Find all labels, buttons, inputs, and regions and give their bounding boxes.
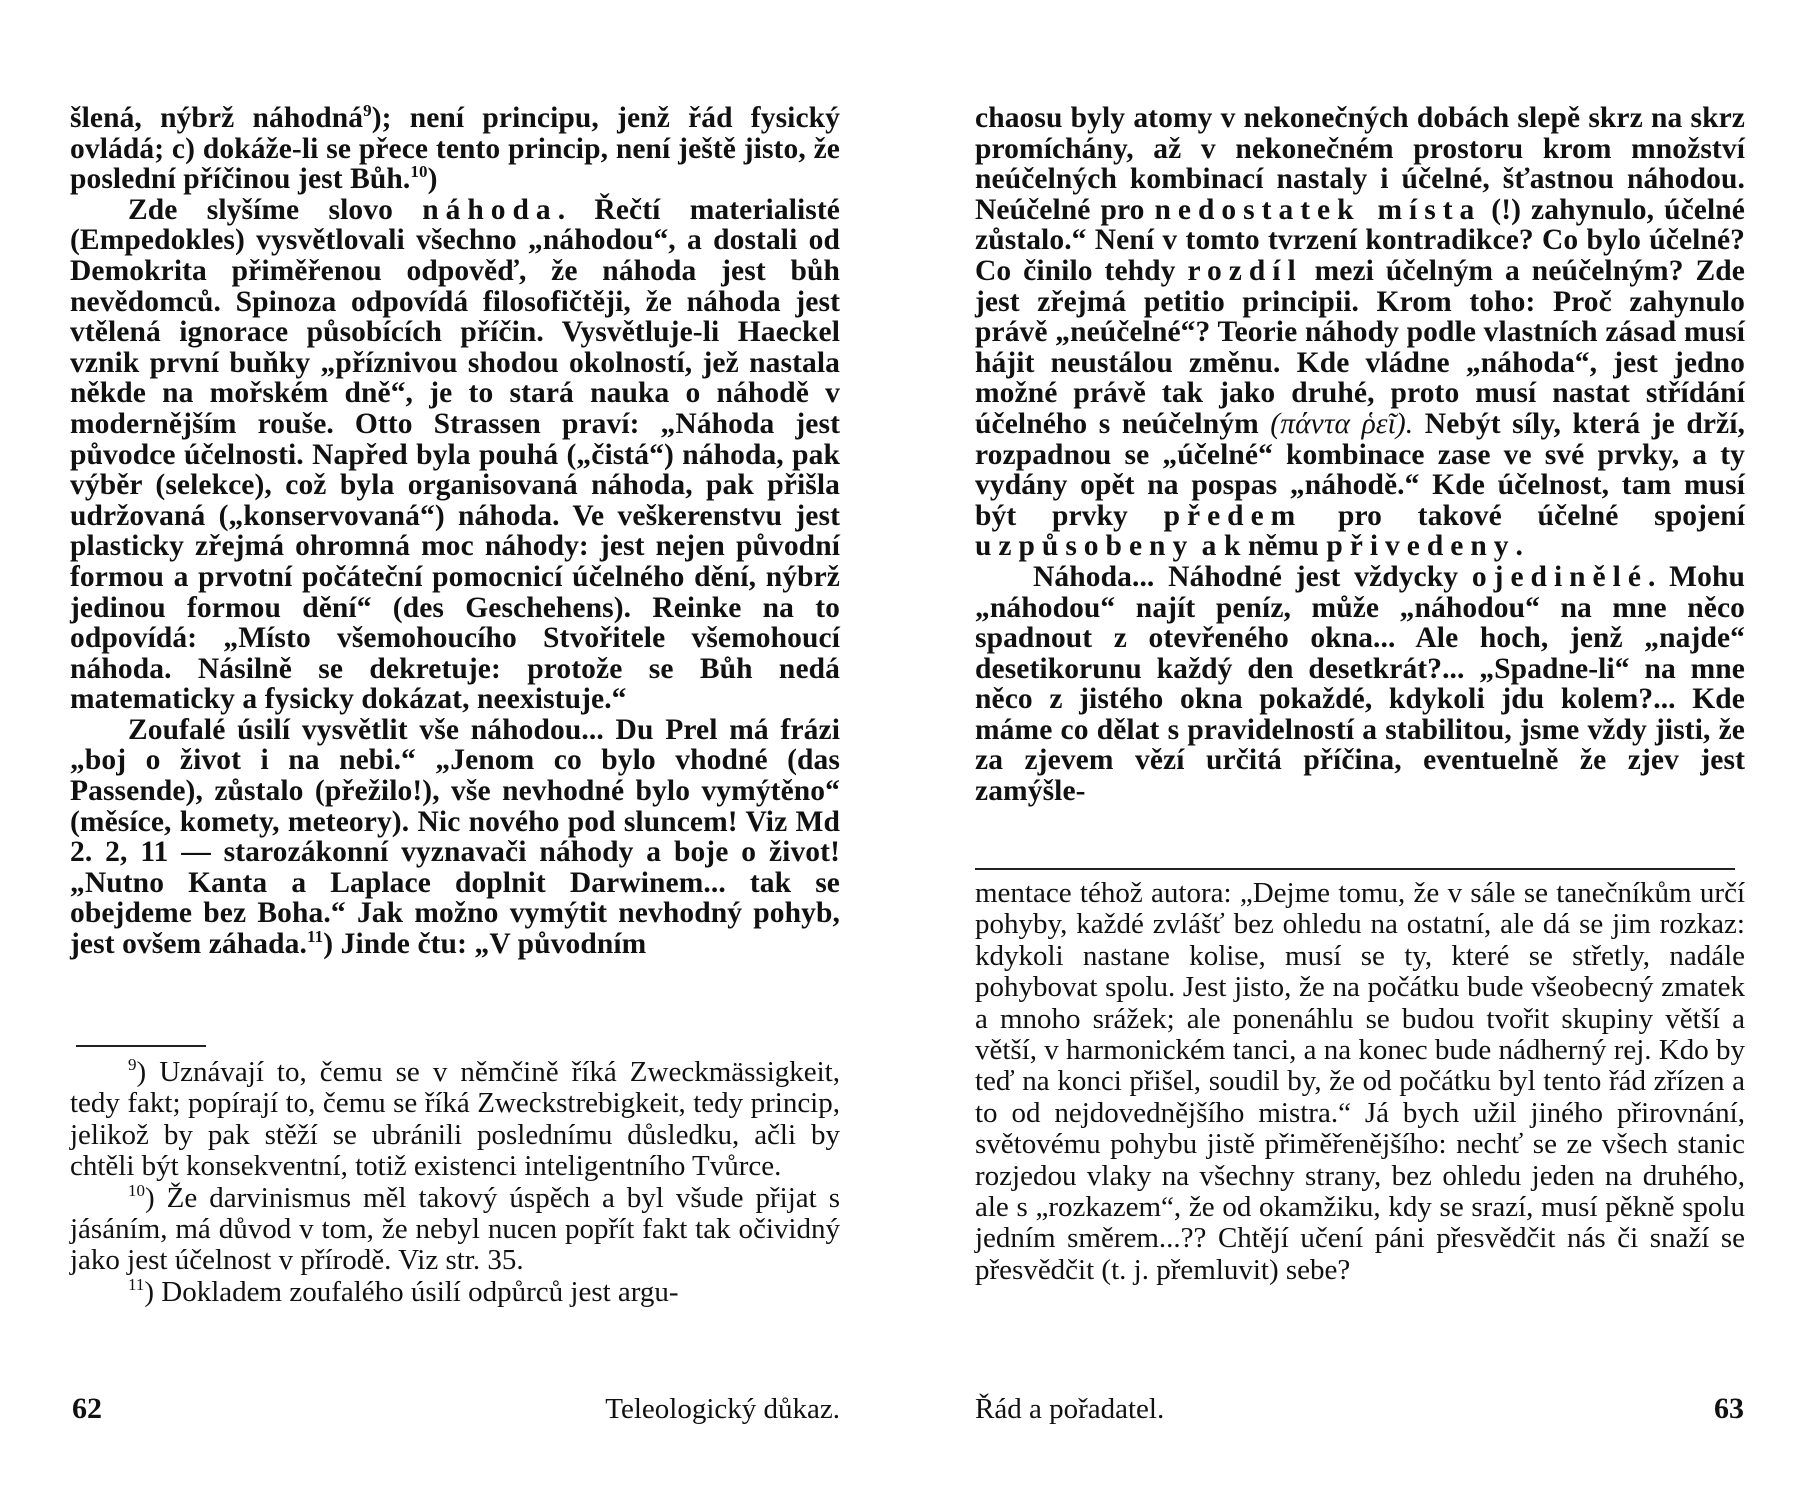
left-paragraph-3: Zoufalé úsilí vysvětlit vše náhodou... Du Prel má frázi „boj o život i na nebi.“ „Jenom co bylo vhodné (das Passende), zůstalo (přežilo!), vše nevhodné bylo vymýtěno“ (měsíce, komety, meteory). Nic nového pod sluncem! Viz Md 2. 2, 11 — starozákonní vyznavači náhody a boje o život! „Nutno Kanta a Laplace doplnit Darwinem... tak se obejdeme bez Boha.“ Jak možno vymýtit nevhodný pohyb, jest ovšem záhada.$^{11}$) Jinde čtu: „V původním xyxy=(70,713,840,961)
spaced-emphasis: přivedeny xyxy=(1326,530,1516,563)
right-main-text xyxy=(975,103,1745,807)
footnote-divider xyxy=(975,868,1735,870)
right-paragraph-1: chaosu byly atomy v nekonečných dobách slepě skrz na skrz promíchány, až v nekonečném prostoru krom množství neúčelných kombinací nastaly i účelné, šťastnou náhodou. Neúčelné pro nedostatek místa (!) zahynulo, účelné zůstalo.“ Není v tomto tvrzení kontradikce? Co bylo účelné? Co činilo tehdy rozdíl mezi účelným a neúčelným? Zde jest zřejmá petitio principii. Krom toho: Proč zahynulo právě „neúčelné“? Teorie náhody podle vlastních zásad musí hájit neustálou změnu. Kde vládne „náhoda“, jest jedno možné právě tak jako druhé, proto musí nastat střídání účelného s neúčelným (πάντα ῥεῖ). Nebýt síly, která je drží, rozpadnou se „účelné“ kombinace zase ve své prvky, a ty vydány opět na pospas „náhodě.“ Kde účelnost, tam musí být prvky předem pro takové účelné spojení uzpůsobeny a k němu přivedeny. xyxy=(975,102,1745,563)
page-number: 63 xyxy=(1714,1392,1744,1425)
left-paragraph-2: Zde slyšíme slovo náhoda. Řečtí materialisté (Empedokles) vysvětlovali všechno „náhodou“, a dostali od Demokrita přiměřenou odpověď, že náhoda jest bůh nevědomců. Spinoza odpovídá filosofičtěji, že náhoda jest vtělená ignorace působících příčin. Vysvětluje-li Haeckel vznik první buňky „příznivou shodou okolností, jež nastala někde na mořském dně“, je to stará nauka o náhodě v modernějším rouše. Otto Strassen praví: „Náhoda jest původce účelnosti. Napřed byla pouhá („čistá“) náhoda, pak výběr (selekce), což byla organisovaná náhoda, pak přišla udržovaná („konservovaná“) náhoda. Ve veškerenstvu jest plasticky zřejmá ohromná moc náhody: jest nejen původní formou a prvotní počáteční pomocnicí účelného dění, nýbrž jedinou formou dění“ (des Geschehens). Reinke na to odpovídá: „Místo všemohoucího Stvořitele všemohoucí náhoda. Násilně se dekretuje: protože se Bůh nedá matematicky a fysicky dokázat, neexistuje.“ xyxy=(70,193,840,716)
right-paragraph-2: Náhoda... Náhodné jest vždycky ojedinělé. Mohu „náhodou“ najít peníz, může „náhodou“ na mne něco spadnout z otevřeného okna... Ale hoch, jenž „najde“ desetikorunu každý den desetkrát?... „Spadne-li“ na mne něco z jistého okna pokaždé, kdykoli jdu kolem?... Kde máme co dělat s pravidelností a stabilitou, jsme vždy jisti, že za zjevem vězí určitá příčina, eventuelně že zjev jest zamýšle- xyxy=(975,560,1745,808)
running-title: Teleologický důkaz. xyxy=(605,1393,840,1425)
footnote-11-continuation: mentace téhož autora: „Dejme tomu, že v sále se tanečníkům určí pohyby, každé zvlášť bez ohledu na ostatní, ale dá se jim rozkaz: kdykoli nastane kolise, musí se ty, které se střetly, nadále pohybovat spolu. Jest jisto, že na počátku bude všeobecný zmatek a mnoho srážek; ale ponenáhlu se budou tvořit skupiny větší a větší, v harmonickém tanci, a na konec bude nádherný rej. Kdo by teď na konci přišel, soudil by, že od počátku byl tento řád zřízen a to od nejdovednějšího mistra.“ Já bych užil jiného přirovnání, světovému pohybu jistě přiměřenějšího: nechť se ze všech stanic rozjedou vlaky na všechny strany, bez ohledu jeden na druhého, ale s „rozkazem“, že od okamžiku, kdy se srazí, musí pěkně spolu jedním směrem...?? Chtějí učení páni přesvědčit nás či snaží se přesvědčit (t. j. přemluvit) sebe? xyxy=(975,877,1745,1286)
right-footnote-continuation xyxy=(975,878,1745,1286)
footnote-divider xyxy=(76,1045,206,1047)
left-main-text xyxy=(70,103,840,960)
footnote-ref-11: 11 xyxy=(306,927,324,947)
footnote-ref-9: 9 xyxy=(363,101,372,120)
footnote-11: $^{11}$) Dokladem zoufalého úsilí odpůrců jest argu- xyxy=(128,1274,679,1308)
footnote-10: $^{10}$) Že darvinismus měl takový úspěch a byl všude přijat s jásáním, má důvod v tom, že nebyl nucen popřít fakt tak očividný jako jest účelnost v přírodě. Viz str. 35. xyxy=(70,1180,840,1277)
footnote-ref-10: 10 xyxy=(410,162,428,182)
spaced-emphasis: ojedinělé xyxy=(1471,560,1648,593)
spaced-emphasis: předem xyxy=(1163,499,1303,532)
spaced-emphasis: nedostatek místa xyxy=(1154,193,1482,226)
running-title: Řád a pořadatel. xyxy=(975,1393,1165,1425)
left-paragraph-1: šlená, nýbrž náhodná$^9$); není principu, jenž řád fysický ovládá; c) dokáže-li se přece tento princip, není ještě jisto, že poslední příčinou jest Bůh.$^{10}$) xyxy=(70,101,840,196)
page-number: 62 xyxy=(72,1392,102,1425)
footnote-9: $^9$) Uznávají to, čemu se v němčině říká Zweckmässigkeit, tedy fakt; popírají to, čemu se říká Zweckstrebigkeit, tedy princip, jelikož by pak stěží se ubránili poslednímu důsledku, ačli by chtěli být konsekventní, totiž existenci inteligentního Tvůrce. xyxy=(70,1055,840,1183)
greek-quote: (πάντα ῥεῖ). xyxy=(1270,407,1414,440)
spaced-emphasis: náhoda xyxy=(422,193,558,226)
left-page xyxy=(0,0,900,1500)
right-page xyxy=(900,0,1802,1500)
spaced-emphasis: uzpůsobeny xyxy=(975,530,1195,563)
left-footnotes xyxy=(70,1057,840,1308)
spaced-emphasis: rozdíl xyxy=(1187,254,1303,287)
